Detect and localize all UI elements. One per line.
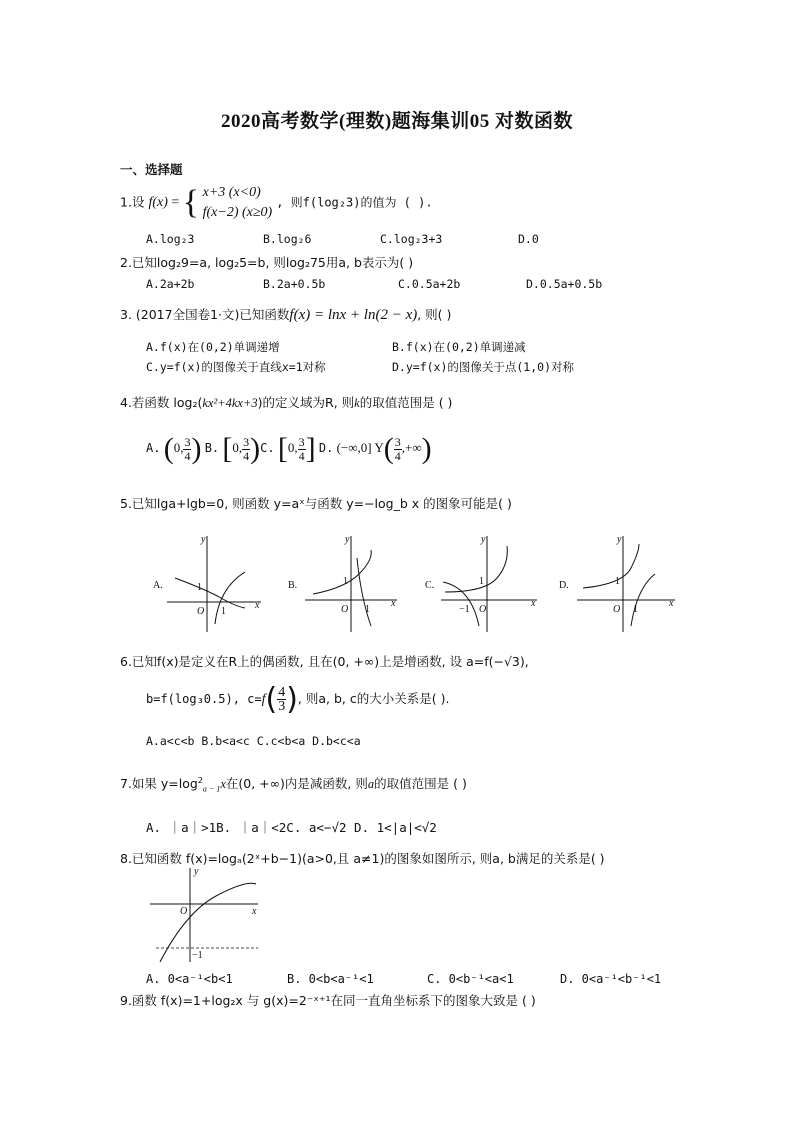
q1-option-c: C.log₂3+3 (380, 232, 443, 246)
q1-option-d: D.0 (518, 232, 539, 246)
q3-option-c: C.y=f(x)的图像关于直线x=1对称 (146, 360, 326, 374)
question-4 (120, 393, 452, 411)
q7-stem-c: 的取值范围是 ( ) (374, 776, 467, 791)
q5-c-x-label: x (531, 598, 536, 609)
q5-d-origin: O (613, 604, 621, 615)
q5-b-y-label: y (345, 534, 350, 545)
q4-b-den: 4 (243, 448, 250, 463)
q6-den: 3 (278, 699, 286, 714)
q2-option-b: B.2a+0.5b (263, 277, 326, 291)
q7-stem-b: 在(0, +∞)内是减函数, 则 (225, 776, 368, 791)
q1-stem-suffix: , 则f(log₂3)的值为 ( ). (276, 195, 433, 210)
q4-stem-b: )的定义域为R, 则 (257, 395, 355, 410)
q1-option-b: B.log₂6 (263, 232, 312, 246)
q8-origin: O (180, 906, 188, 917)
q5-c-y-label: y (481, 534, 486, 545)
page-title: 2020高考数学(理数)题海集训05 对数函数 (221, 111, 573, 132)
q1-fx: f(x) (148, 195, 168, 211)
q5-d-one-y: 1 (615, 576, 620, 587)
q7-options: A. ｜a｜>1B. ｜a｜<2C. a<−√2 D. 1<|a|<√2 (146, 820, 437, 835)
q8-option-a: A. 0<a⁻¹<b<1 (146, 972, 233, 986)
q2-option-d: D.0.5a+0.5b (526, 277, 603, 291)
q4-stem-a: 4.若函数 log₂( (120, 395, 203, 410)
q7-a: a (367, 777, 375, 791)
q7-sup: 2 (197, 775, 203, 785)
q5-graph-b-label: B. (288, 580, 298, 591)
q5-d-y-label: y (617, 534, 622, 545)
q5-a-y-label: y (201, 534, 206, 545)
q5-b-one-x: 1 (365, 604, 370, 615)
q1-brace: { (182, 184, 200, 221)
q5-c-neg-one: −1 (459, 604, 470, 615)
q8-y-label: y (194, 866, 199, 877)
q5-a-x-label: x (255, 600, 260, 611)
q4-d-num: 3 (394, 434, 401, 449)
q5-graph-b (288, 534, 397, 632)
q3-prefix: 3. (2017全国卷1·文)已知函数 (120, 307, 290, 322)
q8-neg-one: −1 (192, 950, 203, 961)
q4-c-zero: 0 (287, 439, 295, 455)
q5-c-one-y: 1 (479, 576, 484, 587)
q5-graph-d-label: D. (559, 580, 569, 591)
q5-graph-a (153, 534, 261, 632)
q4-b-num: 3 (243, 434, 250, 449)
q1-piece-1: x+3 (x<0) (202, 185, 261, 200)
q5-c-curve-1 (445, 546, 507, 592)
q6-line-2-a: b=f(log₃0.5), c= (146, 692, 262, 706)
q2-option-c: C.0.5a+2b (398, 277, 461, 291)
q5-graph-c-label: C. (425, 580, 435, 591)
q3-option-d: D.y=f(x)的图像关于点(1,0)对称 (392, 360, 575, 374)
q5-b-one-y: 1 (343, 576, 348, 587)
q3-suffix: , 则( ) (417, 307, 452, 322)
q4-a-den: 4 (184, 448, 191, 463)
question-5: 5.已知lga+lgb=0, 则函数 y=aˣ与函数 y=−log_b x 的图象可能是( ) (120, 496, 512, 511)
q4-d-tail: ,+∞ (401, 439, 422, 455)
q4-a-num: 3 (184, 434, 191, 449)
q8-curve (160, 883, 256, 962)
q5-b-curve-1 (313, 550, 371, 594)
q4-expr: kx²+4kx+3 (202, 396, 258, 410)
q4-d-union: Y (374, 439, 384, 455)
q7-var: x (220, 777, 226, 791)
question-7 (120, 774, 467, 794)
q5-graph-a-label: A. (153, 580, 163, 591)
q1-number: 1. (120, 194, 132, 210)
q6-line-2-b: , 则a, b, c的大小关系是( ). (297, 691, 450, 706)
q4-b-zero: 0 (232, 439, 239, 455)
q7-sub: a − 1 (202, 784, 221, 794)
q1-option-a: A.log₂3 (146, 232, 195, 246)
q5-a-curve-1 (175, 578, 245, 608)
q4-d-den: 4 (394, 448, 401, 463)
q5-d-one-x: 1 (633, 604, 638, 615)
q7-stem-a: 7.如果 y=log (120, 776, 198, 791)
question-6: 6.已知f(x)是定义在R上的偶函数, 且在(0, +∞)上是增函数, 设 a=f(−√3), (120, 654, 529, 669)
question-1: 1.设 f(x) = { x+3 (x<0) f(x−2) (x≥0) , 则f(log₂3)的值为 ( ). (120, 184, 433, 221)
q1-piece-2: f(x−2) (x≥0) (202, 205, 273, 220)
q8-x-label: x (252, 906, 257, 917)
q8-option-c: C. 0<b⁻¹<a<1 (427, 972, 514, 986)
question-2: 2.已知log₂9=a, log₂5=b, 则log₂75用a, b表示为( ) (120, 255, 414, 270)
q5-d-curve-1 (583, 544, 639, 588)
q4-options: A. (0, $\frac{3}{4}$ ) B. [0, $\frac{3}{4}$ )C. [0, $\frac{3}{4}$ ] D. (−∞,0] Y( $\frac{3}{4}$ ,+∞) (146, 432, 432, 465)
q1-stem-prefix: 设 (131, 194, 145, 210)
q4-c-den: 4 (298, 448, 305, 463)
question-8: 8.已知函数 f(x)=logₐ(2ˣ+b−1)(a>0,且 a≠1)的图象如图所示, 则a, b满足的关系是( ) (120, 851, 605, 866)
q2-option-a: A.2a+2b (146, 277, 195, 291)
question-9: 9.函数 f(x)=1+log₂x 与 g(x)=2⁻ˣ⁺¹在同一直角坐标系下的图象大致是 ( ) (120, 993, 536, 1008)
q4-a-zero: 0 (173, 439, 181, 455)
q4-option-b-label: B. (204, 440, 220, 455)
q3-expression: f(x) = lnx + ln(2 − x) (289, 307, 418, 323)
q5-a-curve-2 (215, 572, 245, 624)
question-3 (120, 305, 451, 324)
q5-a-one-x: 1 (221, 606, 226, 617)
q6-line-2: b=f(log₃0.5), c=f( $\frac{4}{3}$ ), 则a, b, c的大小关系是( ). (146, 682, 450, 717)
q4-option-d-label: D. (318, 440, 334, 455)
q5-a-origin: O (197, 606, 205, 617)
q4-option-c-label: C. (260, 440, 275, 455)
q5-graph-d (559, 534, 675, 632)
q5-graph-c (425, 534, 537, 632)
q4-k: k (354, 396, 360, 410)
q5-a-one-y: 1 (197, 582, 202, 593)
q3-option-b: B.f(x)在(0,2)单调递减 (392, 340, 526, 354)
q6-options: A.a<c<b B.b<a<c C.c<b<a D.b<c<a (146, 734, 361, 748)
q5-c-origin: O (479, 604, 487, 615)
q6-num: 4 (278, 685, 286, 700)
q4-option-a-label: A. (146, 440, 161, 455)
q4-stem-c: 的取值范围是 ( ) (359, 395, 453, 410)
q5-b-origin: O (341, 604, 349, 615)
q8-option-d: D. 0<a⁻¹<b⁻¹<1 (560, 972, 662, 986)
q4-c-num: 3 (298, 434, 305, 449)
q8-graph (146, 862, 264, 966)
section-heading: 一、选择题 (120, 162, 183, 177)
q8-option-b: B. 0<b<a⁻¹<1 (287, 972, 374, 986)
q5-b-x-label: x (391, 598, 396, 609)
q6-f: f (261, 692, 266, 707)
q5-d-x-label: x (669, 598, 674, 609)
q5-graphs (145, 528, 685, 636)
q4-d-left: (−∞,0] (336, 439, 372, 455)
q3-option-a: A.f(x)在(0,2)单调递增 (146, 340, 280, 354)
